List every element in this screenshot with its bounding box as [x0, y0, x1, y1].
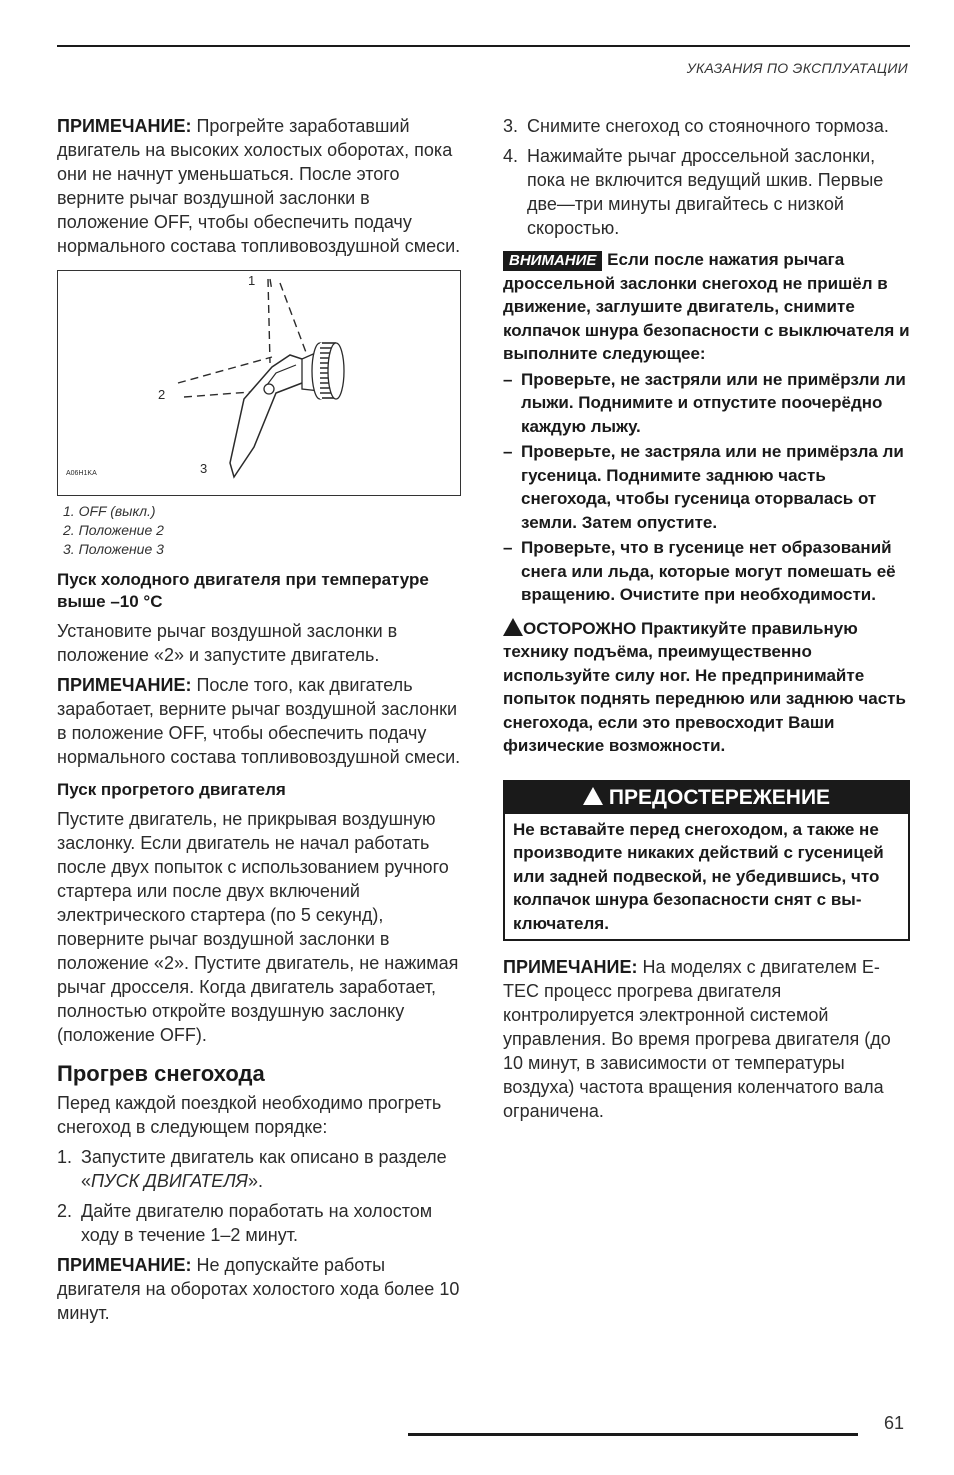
check-text: Проверьте, не застряли или не примёрзли ли лыжи. Поднимите и отпустите поочерёдно каждую лыжу.: [521, 369, 906, 436]
subheading-warm-start: Пуск прогретого двигателя: [57, 780, 286, 799]
warning-triangle-icon: [503, 618, 523, 636]
section-heading-warmup: Прогрев снегохода: [57, 1061, 265, 1086]
check-text: Проверьте, не застряла или не примёрзла ли гусеница. Поднимите заднюю часть снегохода, чтобы гусеница оторвалась от земли. Затем опустите.: [521, 442, 904, 532]
dash-marker: –: [503, 442, 513, 461]
note-text: После того, как двигатель заработает, верните рычаг воздушной заслонки в положение OFF, чтобы обеспечить подачу нормального состава топливовоздушной смеси.: [57, 675, 461, 767]
figure-label-1: 1: [248, 273, 256, 288]
note-text: На моделях с двигателем E-TEC процесс прогрева двигателя контролируется электронной системой управления. Во время прогрева двигателя (до 10 минут, в зависимости от температуры воздуха) частота вращения коленчатого вала ограничена.: [503, 957, 891, 1121]
caption-1: 1. OFF (выкл.): [63, 503, 156, 519]
list-text: Дайте двигателю поработать на холостом ходу в течение 1–2 минут.: [81, 1201, 433, 1245]
warning-header: [505, 782, 908, 814]
list-text: [81, 1145, 463, 1193]
top-rule: [57, 45, 910, 47]
list-item-2: [57, 1199, 463, 1247]
note-text: Прогрейте заработавший двигатель на высоких холостых оборотах, пока они не начнут уменьшаться. После этого верните рычаг воздушной заслонки в положение OFF, чтобы обеспечить подачу нормального состава топливовоздушной смеси.: [57, 116, 461, 256]
right-column: [503, 114, 910, 1123]
check-item-2: [503, 440, 910, 534]
check-item-1: [503, 368, 910, 439]
check-item-3: [503, 536, 910, 607]
note-label: ПРИМЕЧАНИЕ:: [57, 116, 192, 136]
caution-text: Практикуйте правильную технику подъёма, преимущественно используйте силу ног. Не предпринимайте попыток поднять переднюю или заднюю часть снегохода, если это превосходит Ваши физические возможности.: [503, 618, 906, 755]
list-number: 1.: [57, 1147, 73, 1167]
warning-triangle-icon: [583, 787, 603, 805]
warning-title: ПРЕДОСТЕРЕЖЕНИЕ: [608, 785, 831, 809]
page-number: 61: [884, 1413, 905, 1433]
caution-label: ОСТОРОЖНО: [523, 618, 637, 638]
running-header: УКАЗАНИЯ ПО ЭКСПЛУАТАЦИИ: [686, 60, 908, 76]
note-label: ПРИМЕЧАНИЕ:: [57, 1255, 192, 1275]
caption-2: 2. Положение 2: [63, 522, 164, 538]
list-number: 4.: [503, 146, 519, 166]
warning-box: [503, 780, 910, 942]
list-number: 2.: [57, 1201, 73, 1221]
list-number: 3.: [503, 116, 519, 136]
figure-label-3: 3: [200, 461, 208, 476]
note-label: ПРИМЕЧАНИЕ:: [503, 957, 638, 977]
section-reference-link: ПУСК ДВИГАТЕЛЯ: [91, 1171, 248, 1191]
para-cold-start: Установите рычаг воздушной заслонки в положение «2» и запустите двигатель.: [57, 621, 398, 665]
dash-marker: –: [503, 369, 513, 389]
warning-text: Не вставайте перед снегоходом, а также не производите никаких действий с гусеницей или задней подвеской, не убедившись, что колпачок шнура безопасности снят с выключателя.: [513, 819, 884, 933]
list-text-post: ».: [247, 1171, 263, 1191]
subheading-cold-start: Пуск холодного двигателя при температуре выше –10 °С: [57, 570, 429, 611]
note-text: Не допускайте работы двигателя на оборотах холостого хода более 10 минут.: [57, 1255, 460, 1323]
note-label: ПРИМЕЧАНИЕ:: [57, 675, 192, 695]
list-item-4: [503, 144, 910, 240]
caption-3: 3. Положение 3: [63, 541, 164, 557]
list-item-1: [57, 1145, 463, 1193]
list-text: Нажимайте рычаг дроссельной заслонки, пока не включится ведущий шкив. Первые две—три минуты двигайтесь с низкой скоростью.: [527, 146, 884, 238]
list-text: Снимите снегоход со стояночного тормоза.: [527, 116, 889, 136]
choke-lever-figure: [57, 270, 461, 496]
choke-lever-diagram: [58, 271, 460, 495]
attention-badge: ВНИМАНИЕ: [503, 251, 602, 271]
note-1: [57, 114, 463, 258]
note-4: [503, 955, 910, 1123]
attention-text: Если после нажатия рычага дроссельной заслонки снегоход не пришёл в движение, заглушите двигатель, снимите колпачок шнура безопасности с выключателя и выполните следующее:: [503, 250, 910, 363]
attention-block: [503, 248, 910, 366]
check-text: Проверьте, что в гусенице нет образований снега или льда, которые могут помешать её вращению. Очистите при необходимости.: [521, 538, 896, 604]
note-3: [57, 1253, 463, 1325]
left-column: [57, 114, 463, 1325]
para-warmup-intro: Перед каждой поездкой необходимо прогреть снегоход в следующем порядке:: [57, 1093, 442, 1137]
figure-code: A06H1KA: [66, 470, 97, 477]
para-warm-start: Пустите двигатель, не прикрывая воздушную заслонку. Если двигатель не начал работать после двух попыток с использованием ручного стартера или после двух включений электрического стартера (по 5 секунд), поверните рычаг воздушной заслонки в положение «2». Пустите двигатель, не нажимая рычаг дросселя. Когда двигатель заработает, полностью откройте воздушную заслонку (положение OFF).: [57, 809, 459, 1045]
list-text-pre: Запустите двигатель как описано в разделе «: [81, 1147, 447, 1191]
bottom-rule: [408, 1433, 858, 1436]
figure-captions: [57, 502, 463, 559]
caution-block: [503, 617, 910, 758]
figure-label-2: 2: [158, 387, 166, 402]
note-2: [57, 673, 463, 769]
dash-marker: –: [503, 538, 513, 557]
list-item-3: [503, 114, 910, 138]
